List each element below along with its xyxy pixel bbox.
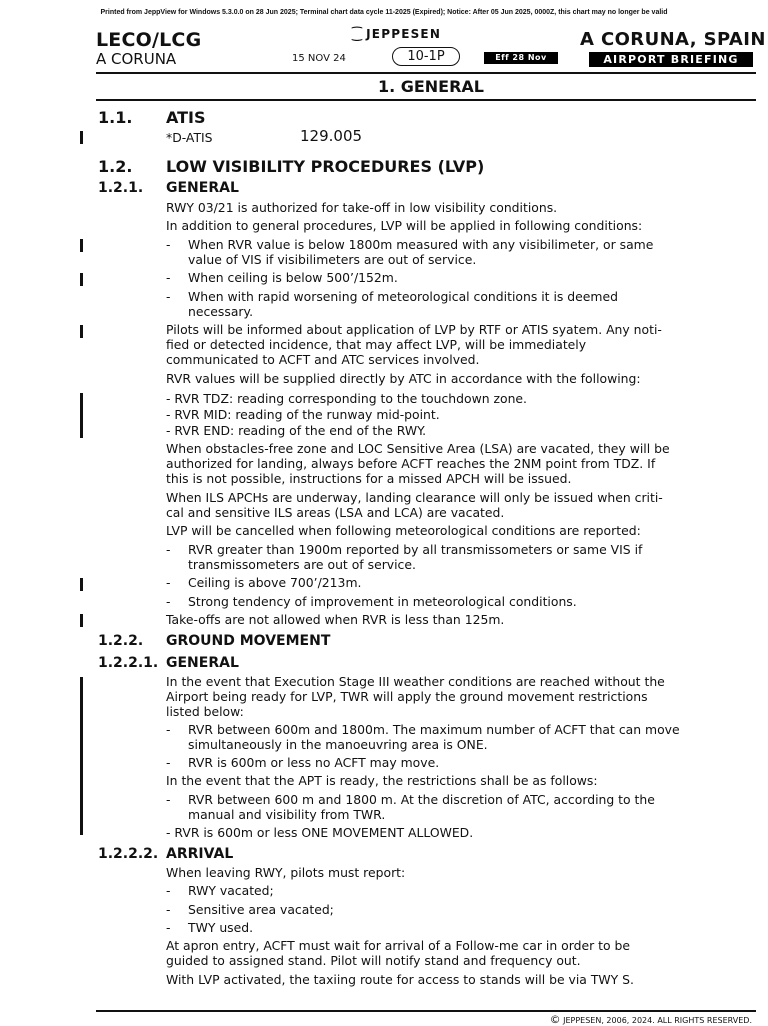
paragraph: Take-offs are not allowed when RVR is less than 125m. [166, 612, 505, 627]
paragraph: LVP will be cancelled when following meteorological conditions are reported: [166, 523, 641, 538]
airport-city-left: A CORUNA [96, 50, 177, 68]
list-item-continued: value of VIS if visibilimeters are out of service. [188, 252, 477, 267]
list-item: Sensitive area vacated; [188, 902, 334, 917]
list-item: RVR greater than 1900m reported by all transmissometers or same VIS if [188, 542, 643, 557]
paragraph: communicated to ACFT and ATC services involved. [166, 352, 480, 367]
list-item: RVR between 600m and 1800m. The maximum number of ACFT that can move [188, 722, 680, 737]
list-item-continued: simultaneously in the manoeuvring area is ONE. [188, 737, 488, 752]
bullet-marker: - [166, 289, 171, 304]
list-item-continued: transmissometers are out of service. [188, 557, 416, 572]
change-bar [80, 393, 83, 438]
list-item: RVR is 600m or less no ACFT may move. [188, 755, 440, 770]
change-bar [80, 239, 83, 252]
paragraph: In addition to general procedures, LVP will be applied in following conditions: [166, 218, 643, 233]
section-1-2-number: 1.2. [98, 157, 133, 176]
paragraph: authorized for landing, always before ACFT reaches the 2NM point from TDZ. If [166, 456, 656, 471]
list-item-continued: necessary. [188, 304, 254, 319]
chart-number: 10-1P [392, 47, 460, 66]
paragraph: this is not possible, instructions for a missed APCH will be issued. [166, 471, 572, 486]
change-bar [80, 273, 83, 286]
paragraph: When obstacles-free zone and LOC Sensitive Area (LSA) are vacated, they will be [166, 441, 670, 456]
paragraph: In the event that the APT is ready, the restrictions shall be as follows: [166, 773, 598, 788]
bullet-marker: - [166, 594, 171, 609]
section-1-2-2-1-number: 1.2.2.1. [98, 655, 159, 671]
print-notice: Printed from JeppView for Windows 5.3.0.0 on 28 Jun 2025; Terminal chart data cycle 11-2025 (Expired); Notice: After 05 Jun 2025, 0000Z, this chart may no longer be valid [100, 9, 668, 16]
paragraph: fied or detected incidence, that may affect LVP, will be immediately [166, 337, 587, 352]
change-bar [80, 614, 83, 627]
list-item: When ceiling is below 500’/152m. [188, 270, 398, 285]
paragraph: listed below: [166, 704, 244, 719]
section-1-2-1-number: 1.2.1. [98, 180, 144, 196]
change-bar [80, 677, 83, 835]
paragraph: At apron entry, ACFT must wait for arrival of a Follow-me car in order to be [166, 938, 631, 953]
bullet-marker: - [166, 270, 171, 285]
bullet-marker: - [166, 883, 171, 898]
copyright-icon: © [549, 1013, 561, 1026]
list-item: When with rapid worsening of meteorological conditions it is deemed [188, 289, 618, 304]
bullet-marker: - [166, 575, 171, 590]
rvr-item: - RVR END: reading of the end of the RWY. [166, 423, 427, 438]
airport-identifier: LECO/LCG [96, 29, 202, 51]
list-item: TWY used. [188, 920, 254, 935]
bullet-marker: - [166, 237, 171, 252]
footer-rule [96, 1010, 756, 1012]
section-1-1-number: 1.1. [98, 108, 133, 127]
paragraph: - RVR is 600m or less ONE MOVEMENT ALLOWED. [166, 825, 474, 840]
bullet-marker: - [166, 542, 171, 557]
section-1-2-2-title: GROUND MOVEMENT [166, 633, 331, 649]
paragraph: RWY 03/21 is authorized for take-off in low visibility conditions. [166, 200, 558, 215]
rvr-item: - RVR TDZ: reading corresponding to the touchdown zone. [166, 391, 527, 406]
jeppesen-logo-icon: ⁐ [352, 27, 364, 41]
brand-name: JEPPESEN [366, 27, 442, 41]
section-1-2-2-2-title: ARRIVAL [166, 846, 234, 862]
section-1-2-2-1-title: GENERAL [166, 655, 239, 671]
bullet-marker: - [166, 920, 171, 935]
bullet-marker: - [166, 902, 171, 917]
paragraph: Pilots will be informed about application of LVP by RTF or ATIS syatem. Any noti- [166, 322, 662, 337]
list-item: When RVR value is below 1800m measured with any visibilimeter, or same [188, 237, 654, 252]
issue-date: 15 NOV 24 [292, 53, 346, 64]
paragraph: Airport being ready for LVP, TWR will apply the ground movement restrictions [166, 689, 648, 704]
section-1-2-2-2-number: 1.2.2.2. [98, 846, 159, 862]
paragraph: With LVP activated, the taxiing route for access to stands will be via TWY S. [166, 972, 634, 987]
airport-city-country: A CORUNA, SPAIN [580, 29, 766, 50]
jeppesen-brand [352, 27, 441, 41]
effective-date-badge: Eff 28 Nov [484, 52, 558, 64]
bullet-marker: - [166, 755, 171, 770]
section-1-2-1-title: GENERAL [166, 180, 239, 196]
section-1-2-2-number: 1.2.2. [98, 633, 144, 649]
atis-label: *D-ATIS [166, 130, 213, 145]
change-bar [80, 131, 83, 144]
paragraph: When leaving RWY, pilots must report: [166, 865, 406, 880]
section-rule [96, 99, 756, 101]
copyright-text: JEPPESEN, 2006, 2024. ALL RIGHTS RESERVED. [563, 1016, 752, 1025]
atis-frequency: 129.005 [300, 127, 363, 145]
paragraph: When ILS APCHs are underway, landing clearance will only be issued when criti- [166, 490, 663, 505]
change-bar [80, 325, 83, 338]
paragraph: guided to assigned stand. Pilot will notify stand and frequency out. [166, 953, 581, 968]
list-item: RVR between 600 m and 1800 m. At the discretion of ATC, according to the [188, 792, 655, 807]
bullet-marker: - [166, 792, 171, 807]
change-bar [80, 578, 83, 591]
section-1-1-title: ATIS [166, 108, 206, 127]
header-rule [96, 72, 756, 74]
chart-type-badge: AIRPORT BRIEFING [589, 52, 753, 67]
paragraph: RVR values will be supplied directly by ATC in accordance with the following: [166, 371, 641, 386]
list-item: RWY vacated; [188, 883, 274, 898]
list-item: Ceiling is above 700’/213m. [188, 575, 362, 590]
section-title: 1. GENERAL [377, 77, 484, 96]
section-1-2-title: LOW VISIBILITY PROCEDURES (LVP) [166, 157, 485, 176]
list-item-continued: manual and visibility from TWR. [188, 807, 386, 822]
copyright [550, 1013, 752, 1026]
list-item: Strong tendency of improvement in meteorological conditions. [188, 594, 577, 609]
rvr-item: - RVR MID: reading of the runway mid-point. [166, 407, 440, 422]
bullet-marker: - [166, 722, 171, 737]
paragraph: cal and sensitive ILS areas (LSA and LCA) are vacated. [166, 505, 505, 520]
paragraph: In the event that Execution Stage III weather conditions are reached without the [166, 674, 665, 689]
